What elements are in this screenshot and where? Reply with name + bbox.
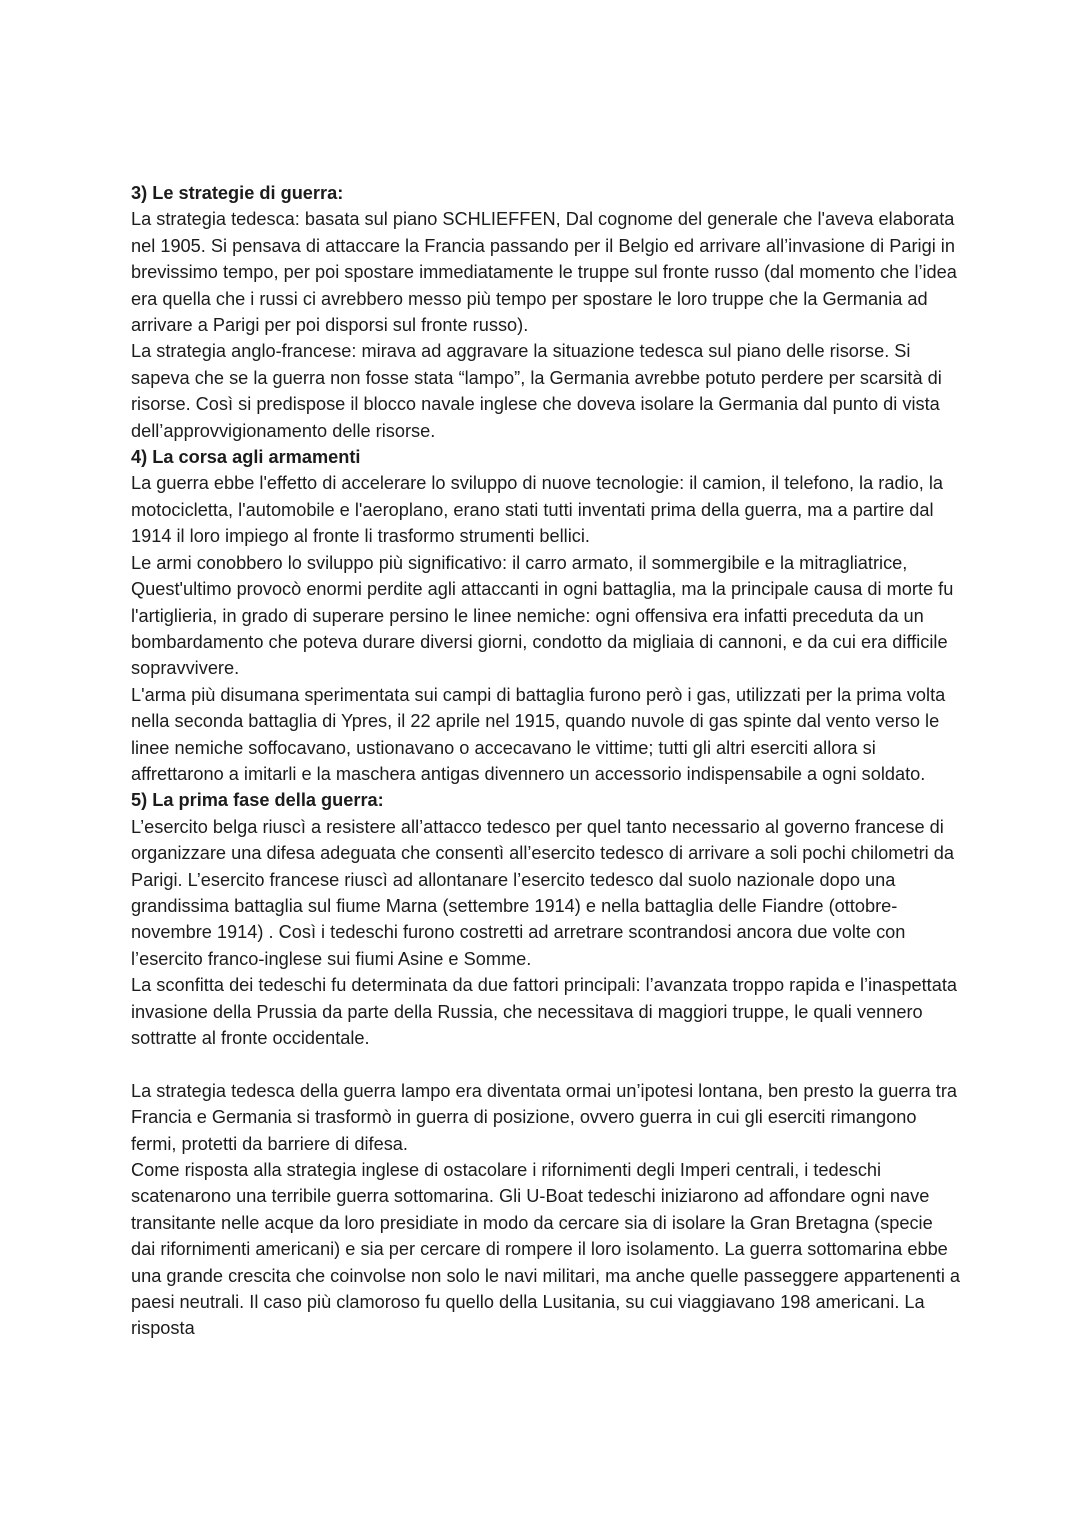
paragraph-strategia-anglo-francese: La strategia anglo-francese: mirava ad aggravare la situazione tedesca sul piano delle risorse. Si sapeva che se la guerra non fosse stata “lampo”, la Germania avrebbe potuto perdere per scarsità di risorse. Così si predispose il blocco navale inglese che doveva isolare la Germania dal punto di vista dell’approvvigionamento delle risorse. (131, 341, 942, 441)
paragraph-guerra-posizione: La strategia tedesca della guerra lampo era diventata ormai un’ipotesi lontana, ben presto la guerra tra Francia e Germania si trasformò in guerra di posizione, ovvero guerra in cui gli eserciti rimangono fermi, protetti da barriere di difesa. (131, 1080, 958, 1154)
paragraph-strategia-tedesca: La strategia tedesca: basata sul piano SCHLIEFFEN, Dal cognome del generale che l'aveva elaborata nel 1905. Si pensava di attaccare la Francia passando per il Belgio ed arrivare all’invasione di Parigi in brevissimo tempo, per poi spostare immediatamente le truppe sul fronte russo (dal momento che l’idea era quella che i russi ci avrebbero messo più tempo per spostare le loro truppe che la Germania ad arrivare a Parigi per poi disporsi sul fronte russo). (131, 209, 957, 336)
paragraph-tecnologie: La guerra ebbe l'effetto di accelerare lo sviluppo di nuove tecnologie: il camion, il telefono, la radio, la motocicletta, l'automobile e l'aeroplano, erano stati tutti inventati prima della guerra, ma a partire dal 1914 il loro impiego al fronte li trasformo strumenti bellici. (131, 473, 943, 547)
document-page (131, 180, 961, 1342)
paragraph-gas: L'arma più disumana sperimentata sui campi di battaglia furono però i gas, utilizzati per la prima volta nella seconda battaglia di Ypres, il 22 aprile nel 1915, quando nuvole di gas spinte dal vento verso le linee nemiche soffocavano, ustionavano o accecavano le vittime; tutti gli altri eserciti allora si affrettarono a imitarli e la maschera antigas divennero un accessorio indispensabile a ogni soldato. (131, 684, 946, 784)
paragraph-sconfitta-tedeschi: La sconfitta dei tedeschi fu determinata da due fattori principali: l’avanzata troppo rapida e l’inaspettata invasione della Prussia da parte della Russia, che necessitava di maggiori truppe, le quali vennero sottratte al fronte occidentale. (131, 975, 958, 1048)
paragraph-guerra-sottomarina: Come risposta alla strategia inglese di ostacolare i rifornimenti degli Imperi centrali, i tedeschi scatenarono una terribile guerra sottomarina. Gli U-Boat tedeschi iniziarono ad affondare ogni nave transitante nelle acque da loro presidiate in modo da cercare sia di isolare la Gran Bretagna (specie dai rifornimenti americani) e sia per cercare di rompere il loro isolamento. La guerra sottomarina ebbe una grande crescita che coinvolse non solo le navi militari, ma anche quelle passeggere appartenenti a paesi neutrali. Il caso più clamoroso fu quello della Lusitania, su cui viaggiavano 198 americani. La risposta (131, 1160, 961, 1339)
paragraph-armi: Le armi conobbero lo sviluppo più significativo: il carro armato, il sommergibile e la mitragliatrice, Quest'ultimo provocò enormi perdite agli attaccanti in ogni battaglia, ma la principale causa di morte fu l'artiglieria, in grado di superare persino le linee nemiche: ogni offensiva era infatti preceduta da un bombardamento che poteva durare diversi giorni, condotto da migliaia di cannoni, e da cui era difficile sopravvivere. (131, 552, 954, 679)
section-heading-strategie: 3) Le strategie di guerra: (131, 183, 344, 203)
paragraph-spacer (131, 1051, 961, 1077)
section-heading-prima-fase: 5) La prima fase della guerra: (131, 790, 384, 811)
paragraph-esercito-belga: L’esercito belga riuscì a resistere all’attacco tedesco per quel tanto necessario al governo francese di organizzare una difesa adeguata che consentì all’esercito tedesco di arrivare a soli pochi chilometri da Parigi. L’esercito francese riuscì ad allontanare l’esercito tedesco dal suolo nazionale dopo una grandissima battaglia sul fiume Marna (settembre 1914) e nella battaglia delle Fiandre (ottobre-novembre 1914) . Così i tedeschi furono costretti ad arretrare scontrandosi ancora due volte con l’esercito franco-inglese sui fiumi Asine e Somme. (131, 816, 954, 969)
section-heading-armamenti: 4) La corsa agli armamenti (131, 447, 361, 468)
